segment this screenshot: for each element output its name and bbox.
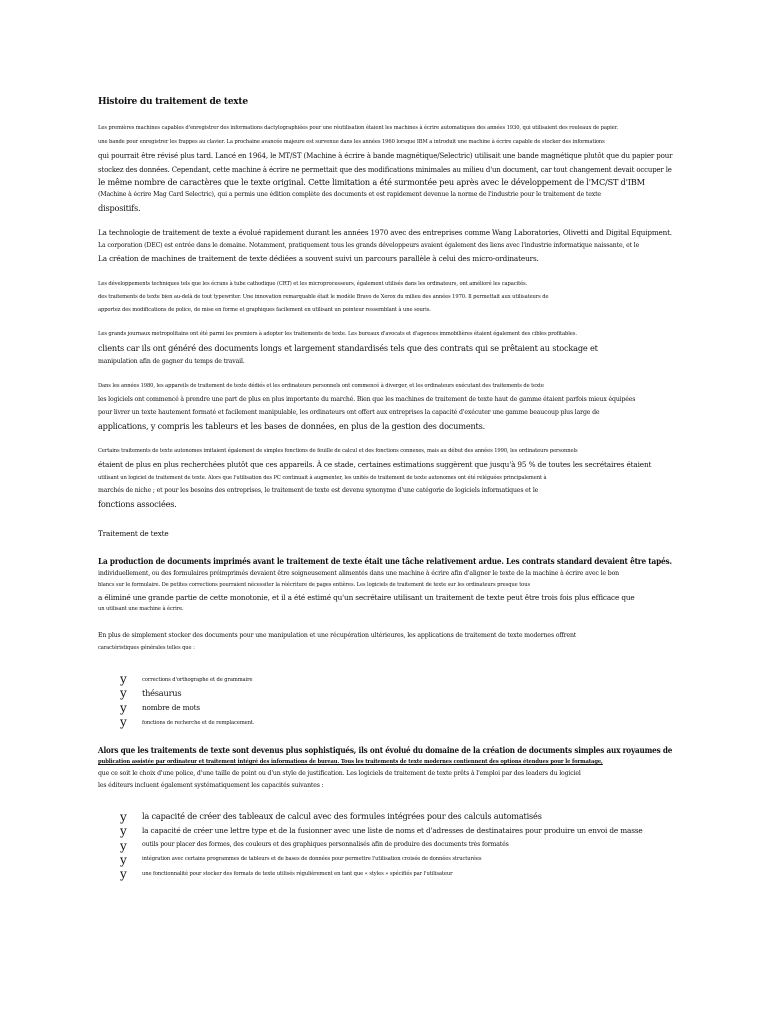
text-line: le même nombre de caractères que le texte original. Cette limitation a été surmontée peu après avec le développement de l'MC/ST d'IBM	[98, 177, 645, 187]
text-line: publication assistée par ordinateur et traitement intégré des informations de bureau. Tous les traitements de texte modernes contiennent des options étendues pour le formatage,	[98, 759, 603, 765]
list-item: fonctions de recherche et de remplacement.	[142, 720, 255, 726]
bullet-icon: y	[120, 686, 127, 700]
bullet-icon: y	[120, 701, 127, 715]
text-line: manipulation afin de gagner du temps de travail.	[98, 358, 245, 365]
bullet-icon: y	[120, 824, 127, 838]
text-line: que ce soit le choix d'une police, d'une taille de point ou d'un style de justification. Les logiciels de traitement de texte prêts à l'emploi par des leaders du logiciel	[98, 770, 581, 777]
text-line: fonctions associées.	[98, 499, 177, 509]
text-line: a éliminé une grande partie de cette monotonie, et il a été estimé qu'un secrétaire utilisant un traitement de texte peut être trois fois plus efficace que	[98, 593, 635, 602]
section-heading: Traitement de texte	[98, 529, 169, 538]
bullet-icon: y	[120, 867, 127, 881]
text-line: les logiciels ont commencé à prendre une part de plus en plus importante du marché. Bien que les machines de traitement de texte haut de gamme étaient parfois mieux équipées	[98, 396, 636, 403]
text-line: Les premières machines capables d'enregistrer des informations dactylographiées pour une réutilisation étaient les machines à écrire automatiques des années 1930, qui utilisaient des rouleaux de papier.	[98, 125, 618, 131]
text-line: Les développements techniques tels que les écrans à tube cathodique (CRT) et les microprocesseurs, également utilisés dans les ordinateurs, ont amélioré les capacités.	[98, 281, 528, 287]
text-line: les éditeurs incluent également systématiquement les capacités suivantes :	[98, 782, 324, 789]
text-line: apportez des modifications de police, de mise en forme et graphiques facilement en utilisant un pointeur ressemblant à une souris.	[98, 307, 431, 313]
list-item: la capacité de créer des tableaux de calcul avec des formules intégrées pour des calculs automatisés	[142, 811, 542, 821]
text-line: un utilisant une machine à écrire.	[98, 606, 184, 612]
text-line: Alors que les traitements de texte sont devenus plus sophistiqués, ils ont évolué du domaine de la création de documents simples aux royaumes de	[98, 745, 673, 755]
bullet-icon: y	[120, 839, 127, 853]
list-item: corrections d'orthographe et de grammaire	[142, 677, 253, 683]
bullet-icon: y	[120, 672, 127, 686]
text-line: En plus de simplement stocker des documents pour une manipulation et une récupération ultérieures, les applications de traitement de texte modernes offrent	[98, 632, 577, 639]
text-line: qui pourrait être révisé plus tard. Lancé en 1964, le MT/ST (Machine à écrire à bande magnétique/Selectric) utilisait une bande magnétique plutôt que du papier pour	[98, 151, 673, 160]
text-line: La corporation (DEC) est entrée dans le domaine. Notamment, pratiquement tous les grands développeurs avaient également des liens avec l'industrie informatique naissante, et le	[98, 242, 640, 249]
text-line: des traitements de texte bien au-delà de tout typewriter. Une innovation remarquable était le modèle Bravo de Xerox du milieu des années 1970. Il permettait aux utilisateurs de	[98, 294, 549, 300]
text-line: La technologie de traitement de texte a évolué rapidement durant les années 1970 avec des entreprises comme Wang Laboratories, Olivetti and Digital Equipment.	[98, 228, 672, 237]
text-line: Dans les années 1980, les appareils de traitement de texte dédiés et les ordinateurs personnels ont commencé à diverger, et les ordinateurs exécutant des traitements de texte	[98, 383, 544, 389]
text-line: stockez des données. Cependant, cette machine à écrire ne permettait que des modifications minimales au milieu d'un document, car tout changement devait occuper le	[98, 165, 672, 174]
list-item: une fonctionnalité pour stocker des formats de texte utilisés régulièrement en tant que « styles » spécifiés par l'utilisateur	[142, 871, 453, 877]
text-line: dispositifs.	[98, 203, 141, 213]
text-line: Certains traitements de texte autonomes imitaient également de simples fonctions de feuille de calcul et des fonctions connexes, mais au début des années 1990, les ordinateurs personnels	[98, 448, 578, 454]
bullet-icon: y	[120, 715, 127, 729]
text-line: Les grands journaux metropolitains ont été parmi les premiers à adopter les traitements de texte. Les bureaux d'avocats et d'agences immobilières étaient également des cibles profitables.	[98, 331, 577, 337]
text-line: La production de documents imprimés avant le traitement de texte était une tâche relativement ardue. Les contrats standard devaient être tapés.	[98, 556, 672, 566]
text-line: (Machine à écrire Mag Card Selectric), qui a permis une édition complète des documents et est rapidement devenue la norme de l'industrie pour le traitement de texte	[98, 191, 601, 198]
text-line: marchés de niche ; et pour les besoins des entreprises, le traitement de texte est devenu synonyme d'une catégorie de logiciels informatiques et le	[98, 487, 539, 494]
text-line: applications, y compris les tableurs et les bases de données, en plus de la gestion des documents.	[98, 421, 486, 431]
list-item: la capacité de créer une lettre type et de la fusionner avec une liste de noms et d'adresses de destinataires pour produire un envoi de masse	[142, 826, 643, 835]
list-item: outils pour placer des formes, des couleurs et des graphiques personnalisés afin de produire des documents très formatés	[142, 841, 509, 848]
text-line: caractéristiques générales telles que :	[98, 645, 195, 651]
text-line: étaient de plus en plus recherchées plutôt que ces appareils. À ce stade, certaines estimations suggèrent que jusqu'à 95 % de toutes les secrétaires étaient	[98, 460, 652, 469]
bullet-icon: y	[120, 853, 127, 867]
list-item: nombre de mots	[142, 703, 201, 712]
text-line: utilisant un logiciel de traitement de texte. Alors que l'utilisation des PC continuait à augmenter, les unités de traitement de texte autonomes ont été reléguées principalement à	[98, 475, 547, 481]
text-line: individuellement, ou des formulaires préimprimés devaient être soigneusement alimentés dans une machine à écrire afin d'aligner le texte de la machine à écrire avec le bon	[98, 570, 619, 577]
text-line: clients car ils ont généré des documents longs et largement standardisés tels que des contrats qui se prêtaient au stockage et	[98, 343, 598, 353]
list-item: thésaurus	[142, 688, 182, 698]
bullet-icon: y	[120, 810, 127, 824]
text-line: La création de machines de traitement de texte dédiées a souvent suivi un parcours parallèle à celui des micro-ordinateurs.	[98, 254, 539, 263]
text-line: pour livrer un texte hautement formaté et facilement manipulable, les ordinateurs ont offert aux entreprises la capacité d'exécuter une gamme beaucoup plus large de	[98, 409, 600, 416]
document-title: Histoire du traitement de texte	[98, 97, 248, 107]
list-item: intégration avec certains programmes de tableurs et de bases de données pour permettre l'utilisation croisée de données structurées	[142, 856, 482, 862]
text-line: une bande pour enregistrer les frappes au clavier. La prochaine avancée majeure est survenue dans les années 1960 lorsque IBM a introduit une machine à écrire capable de stocker des informations	[98, 139, 605, 145]
text-line: blancs sur le formulaire. De petites corrections pourraient nécessiter la réécriture de pages entières. Les logiciels de traitement de texte sur les ordinateurs presque tous	[98, 582, 531, 588]
